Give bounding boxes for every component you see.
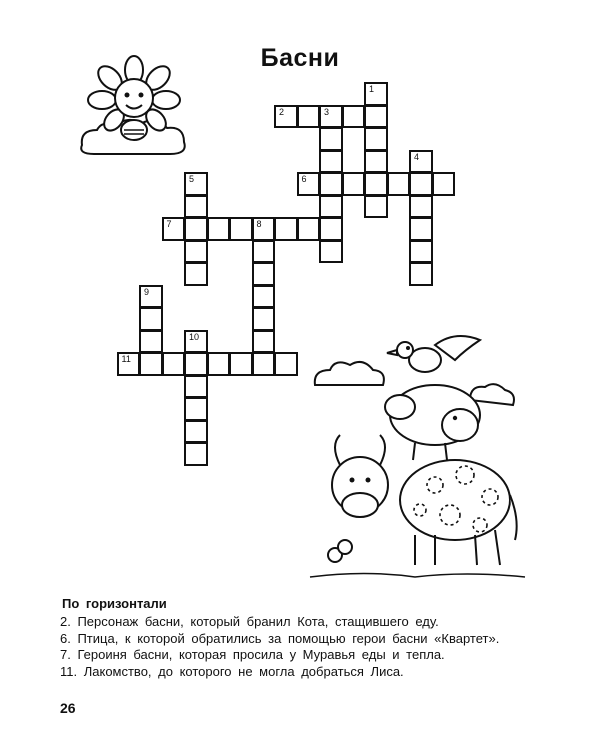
crossword-cell[interactable]: [274, 217, 298, 241]
crossword-cell[interactable]: [364, 105, 388, 129]
crossword-cell[interactable]: [252, 240, 276, 264]
crossword-cell[interactable]: [139, 352, 163, 376]
crossword-cell[interactable]: [364, 150, 388, 174]
crossword-cell[interactable]: [274, 352, 298, 376]
crossword-cell[interactable]: [139, 307, 163, 331]
crossword-cell[interactable]: [274, 105, 298, 129]
crossword-cell[interactable]: [432, 172, 456, 196]
crossword-cell[interactable]: [229, 352, 253, 376]
crossword-cell[interactable]: [117, 352, 141, 376]
crossword-cell[interactable]: [184, 442, 208, 466]
crossword-cell[interactable]: [184, 352, 208, 376]
crossword-cell[interactable]: [409, 217, 433, 241]
farm-animals-icon: [305, 325, 530, 580]
crossword-cell[interactable]: [409, 262, 433, 286]
flower-sun-character-icon: [72, 50, 197, 165]
clue-number: 11: [121, 354, 131, 364]
crossword-cell[interactable]: [364, 127, 388, 151]
page-number: 26: [60, 700, 76, 716]
crossword-cell[interactable]: [319, 217, 343, 241]
crossword-cell[interactable]: [319, 105, 343, 129]
clue-item: 6. Птица, к которой обратились за помощью герои басни «Квартет».: [60, 630, 500, 646]
crossword-cell[interactable]: [184, 217, 208, 241]
crossword-cell[interactable]: [252, 217, 276, 241]
clue-number: 7: [166, 219, 172, 229]
crossword-cell[interactable]: [342, 172, 366, 196]
crossword-cell[interactable]: [207, 352, 231, 376]
crossword-cell[interactable]: [252, 352, 276, 376]
crossword-cell[interactable]: [409, 150, 433, 174]
clues-list: [60, 614, 560, 680]
crossword-cell[interactable]: [162, 217, 186, 241]
clue-number: 8: [256, 219, 262, 229]
crossword-cell[interactable]: [409, 195, 433, 219]
crossword-cell[interactable]: [229, 217, 253, 241]
clue-number: 5: [189, 174, 195, 184]
crossword-cell[interactable]: [207, 217, 231, 241]
crossword-cell[interactable]: [184, 195, 208, 219]
clue-number: 6: [301, 174, 307, 184]
crossword-cell[interactable]: [184, 375, 208, 399]
crossword-cell[interactable]: [364, 82, 388, 106]
page-title: Басни: [260, 44, 340, 72]
clue-number: 3: [324, 106, 330, 117]
clue-number: 1: [369, 84, 375, 94]
crossword-cell[interactable]: [364, 172, 388, 196]
crossword-cell[interactable]: [184, 240, 208, 264]
crossword-cell[interactable]: [387, 172, 411, 196]
crossword-cell[interactable]: [319, 127, 343, 151]
crossword-cell[interactable]: [252, 330, 276, 354]
crossword-cell[interactable]: [139, 285, 163, 309]
crossword-cell[interactable]: [252, 307, 276, 331]
crossword-cell[interactable]: [252, 285, 276, 309]
clue-item: 2. Персонаж басни, который бранил Кота, стащившего еду.: [60, 614, 439, 629]
crossword-cell[interactable]: [319, 150, 343, 174]
clue-item: 11. Лакомство, до которого не могла добраться Лиса.: [60, 663, 404, 679]
clue-number: 9: [144, 286, 150, 297]
crossword-cell[interactable]: [184, 172, 208, 196]
clue-number: 2: [279, 106, 285, 117]
crossword-cell[interactable]: [319, 172, 343, 196]
crossword-cell[interactable]: [409, 240, 433, 264]
crossword-cell[interactable]: [364, 195, 388, 219]
crossword-cell[interactable]: [184, 262, 208, 286]
clue-item: 7. Героиня басни, которая просила у Муравья еды и тепла.: [60, 647, 445, 662]
clue-number: 4: [414, 151, 420, 162]
crossword-cell[interactable]: [252, 262, 276, 286]
crossword-cell[interactable]: [184, 330, 208, 354]
crossword-cell[interactable]: [162, 352, 186, 376]
crossword-cell[interactable]: [139, 330, 163, 354]
crossword-cell[interactable]: [297, 105, 321, 129]
crossword-cell[interactable]: [297, 172, 321, 196]
clue-number: 10: [189, 331, 200, 342]
crossword-cell[interactable]: [184, 420, 208, 444]
crossword-cell[interactable]: [319, 240, 343, 264]
crossword-cell[interactable]: [184, 397, 208, 421]
crossword-cell[interactable]: [342, 105, 366, 129]
clues-heading: По горизонтали: [62, 596, 167, 611]
crossword-cell[interactable]: [409, 172, 433, 196]
crossword-cell[interactable]: [319, 195, 343, 219]
crossword-cell[interactable]: [297, 217, 321, 241]
